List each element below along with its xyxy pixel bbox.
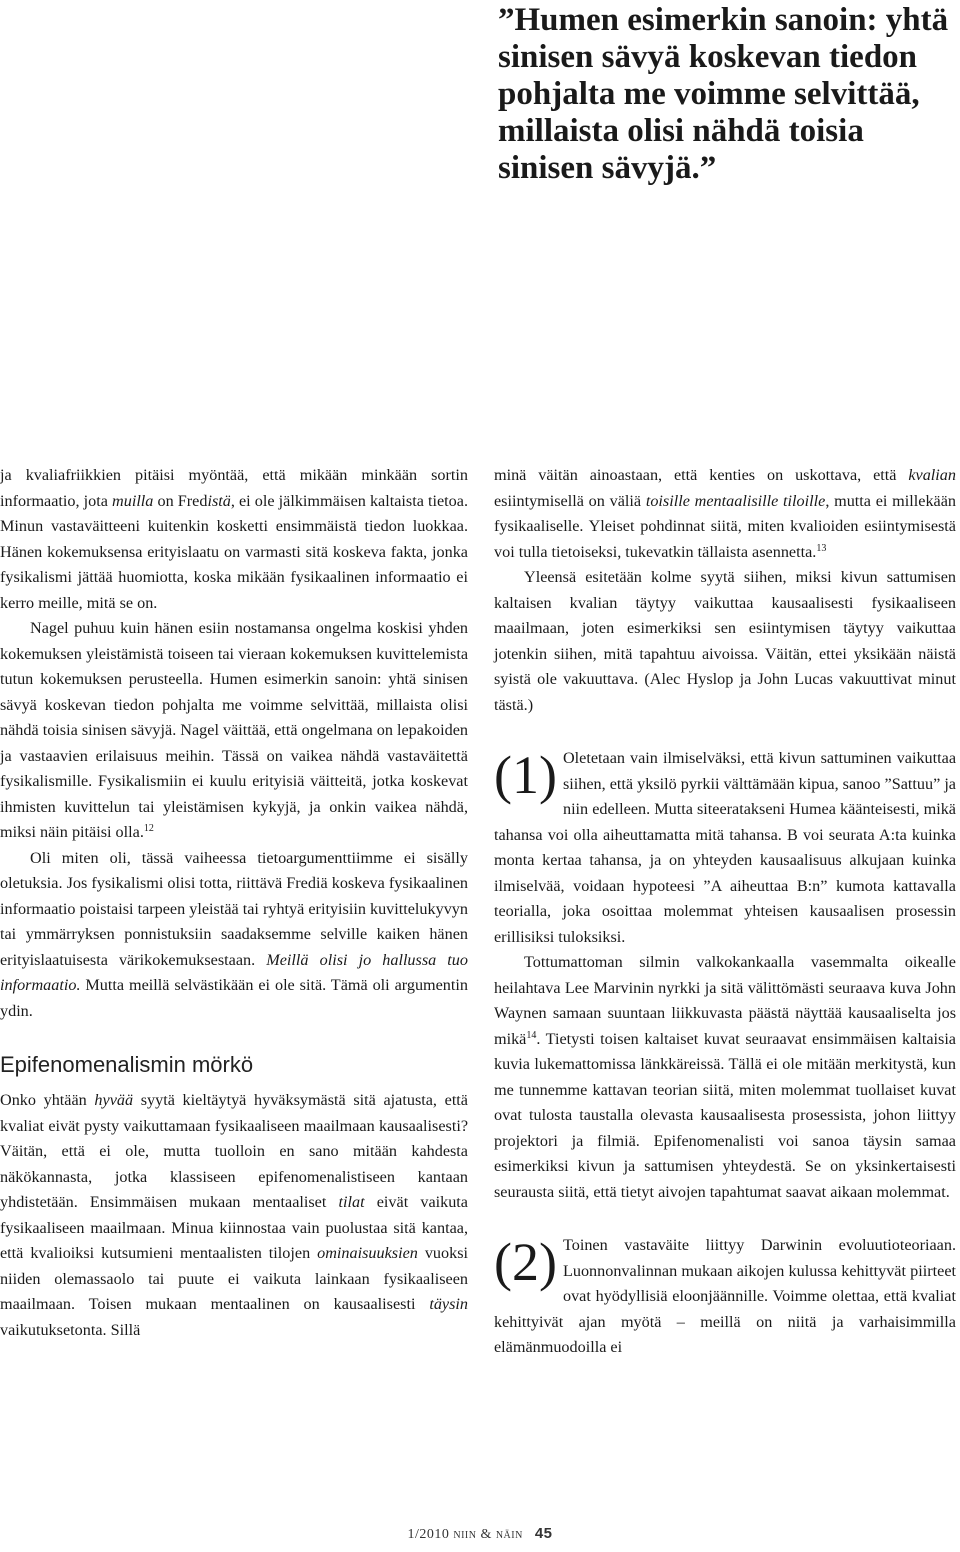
magazine-name: niin & näin [453,1527,523,1542]
paragraph: ja kvaliafriikkien pitäisi myöntää, että mikään minkään sortin informaatio, jota muilla on Fredistä, ei ole jälkimmäisen kaltaista tietoa. Minun vastaväitteeni kuitenkin kosketti ensimmäistä tiedon luokkaa. Hänen kokemuksensa erityislaatu on varmasti sitä koskeva fakta, jonka fysikalismi jättää huomiotta, koska mikään fysikaalinen informaatio ei kerro meille, mitä se on. [0,466,468,612]
footnote-ref: 14 [526,1029,537,1041]
paragraph: Nagel puhuu kuin hänen esiin nostamansa ongelma koskisi yhden kokemuksen yleistämistä toiseen tai vieraan kokemuksen kuvittelemista tutun kokemuksen perusteella. Humen esimerkin sanoin: yhtä sinisen sävyä koskevan tiedon pohjalta me voimme selvittää, millaista olisi nähdä toisia sinisen sävyjä. Nagel väittää, että ongelmana on lepakoiden ja vastaavien erilaisuus meihin. Tässä on vaikea nähdä vastaväitettä fysikalismille. Fysikalismiin ei kuulu erityisiä väitteitä, jotka koskevat ihmisten kuvittelun tai yleistämisen kykyjä, ja onkin vaikea nähdä, miksi näin pitäisi olla.$^{12}$ [0,619,468,841]
paragraph: Yleensä esitetään kolme syytä siihen, miksi kivun sattumisen kaltaisen kvalian täytyy vaikuttaa kausaalisesti fysikaaliseen maailmaan, joten esimerkiksi sen esiintymisen täytyy vaikuttaa jotenkin siihen, mitä tapahtuu aivoissa. Väitän, ettei yksikään näistä syistä ole vakuuttava. (Alec Hyslop ja John Lucas vakuuttivat minut tästä.) [494,568,956,714]
page-footer [0,1525,960,1543]
footnote-ref: 12 [143,823,154,834]
footnote-ref: 13 [816,542,827,554]
issue-number: 1/2010 [407,1527,450,1542]
section-heading: Epifenomenalismin mörkö [0,1052,254,1077]
paragraph: Oletetaan vain ilmiselväksi, että kivun sattuminen vaikuttaa siihen, että yksilö pyrkii välttämään kipua, sanoo ”Sattuu” ja niin edelleen. Mutta siteeratakseni Humea käänteisesti, mikä tahansa voi olla aiheuttamatta mitä tahansa. B voi seurata A:ta kuinka monta kertaa tahansa, ja on yhteyden kausaalisuus alkujaan kuinka ilmiselvää, voidaan hypoteesi ”A aiheuttaa B:n” kumota kattavalla teorialla, joka osoittaa molemmat yhteisen kausaalisen prosessin erillisiksi tuloksiksi. [494,749,956,946]
paragraph: Tottumattoman silmin valkokankaalla vasemmalta oikealle heilahtava Lee Marvinin nyrkki ja sitä välittömästi seuraava kuva John Waynen samaan suuntaan liikkuvasta päästä näyttää kausaaliselta jos mikä$^{14}$. Tietysti toisen kaltaiset kuvat seuraavat ensimmäisen kaltaisia kuvia lukemattomissa länkkäreissä. Tällä ei ole mitään merkitystä, kun me tunnemme kattavan teorian siitä, miten molemmat tuollaiset kuvat ovat tulosta taustalla olevasta kausaalisesta prosessista, johon liittyy projektori ja filmiä. Epifenomenalisti voi sanoa täysin samaa esimerkiksi kivun ja sattumisen yhteydestä. Se on yksinkertaisesti seurausta siitä, että tietyt aivojen tapahtumat saavat aikaan molemmat. [494,953,956,1201]
numbered-objection [494,746,956,950]
numbered-objection [494,1233,956,1361]
objection-number: (2) [494,1232,557,1292]
page-number: 45 [534,1525,553,1542]
left-column [0,463,468,1343]
pull-quote: ”Humen esimerkin sanoin: yhtä sinisen sävyä koskevan tiedon pohjalta me voimme selvittää, millaista olisi nähdä toisia sinisen sävyjä.” [498,2,949,186]
paragraph: Toinen vastaväite liittyy Darwinin evoluutioteoriaan. Luonnonvalinnan mukaan aikojen kulussa kehittyvät piirteet ovat hyödyllisiä eloonjäännille. Voimme olettaa, että kvaliat kehittyivät ajan myötä – meillä on niitä ja varhaisimmilla elämänmuodoilla ei [494,1236,956,1356]
paragraph: Oli miten oli, tässä vaiheessa tietoargumenttiimme ei sisälly oletuksia. Jos fysikalismi olisi totta, riittävä Frediä koskeva fysikaalinen informaatio poistaisi tarpeen yleistää tai ryhtyä erityisiin kuvittelukyvyn tai ymmärryksen ponnistuksiin saadaksemme selville kaiken hänen erityislaatuisesta värikokemuksestaan. Meillä olisi jo hallussa tuo informaatio. Mutta meillä selvästikään ei ole sitä. Tämä oli argumentin ydin. [0,848,468,1020]
paragraph: minä väitän ainoastaan, että kenties on uskottava, että kvalian esiintymisellä on väliä toisille mentaalisille tiloille, mutta ei millekään fysikaaliselle. Yleiset pohdinnat siitä, miten kvalioiden esiintymisestä voi tulla tietoiseksi, tukevatkin tällaista asennetta.$^{13}$ [494,466,957,561]
paragraph: Onko yhtään hyvää syytä kieltäytyä hyväksymästä sitä ajatusta, että kvaliat eivät pysty vaikuttamaan fysikaaliseen maailmaan kausaalisesti? Väitän, että ei ole, mutta tuolloin en sano mitään kahdesta näkökannasta, jotka klassiseen epifenomenalistiseen kantaan yhdistetään. Ensimmäisen mukaan mentaaliset tilat eivät vaikuta fysikaaliseen maailmaan. Minua kiinnostaa vain puolustaa sitä kantaa, että kvalioiksi kutsumieni mentaalisten tilojen ominaisuuksien vuoksi niiden olemassaolo tai puute ei vaikuta lainkaan fysikaaliseen maailmaan. Toisen mukaan mentaalinen on kausaalisesti täysin vaikutuksetonta. Sillä [0,1091,468,1339]
objection-number: (1) [494,745,557,805]
right-column [494,463,956,1361]
